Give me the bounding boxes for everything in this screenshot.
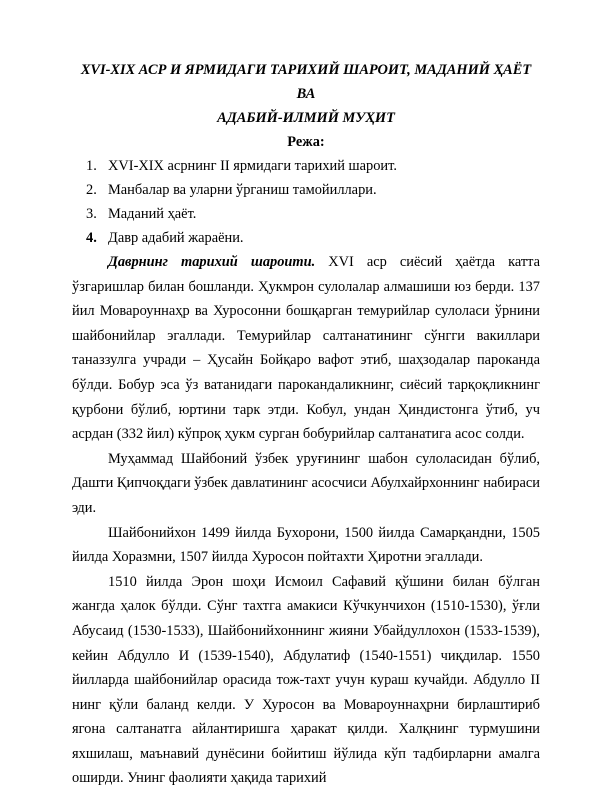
plan-item-text: Маданий ҳаёт.	[108, 206, 197, 222]
plan-item-number: 3.	[86, 206, 97, 222]
paragraph-text: XVI аср сиёсий ҳаётда катта ўзгаришлар билан бошланди. Ҳукмрон сулолалар алмашиши юз берди. 137 йил Мовароуннаҳр ва Хуросонни бошқарган темурийлар сулоласи ўрнини шайбонийлар эгаллади. Темурийлар салтанатининг сўнгги вакиллари таназзулга учради – Ҳусайн Бойқаро вафот этиб, шаҳзодалар пароканда бўлди. Бобур эса ўз ватанидаги парокандаликнинг, сиёсий тарқоқликнинг қурбони бўлиб, юртини тарк этди. Кобул, ундан Ҳиндистонга ўтиб, уч асрдан (332 йил) кўпроқ ҳукм сурган бобурийлар салтанатига асос солди.	[72, 254, 540, 443]
plan-item-number: 4.	[86, 230, 97, 246]
plan-item-number: 2.	[86, 182, 97, 198]
plan-item	[72, 226, 540, 250]
paragraph-text: Шайбонийхон 1499 йилда Бухорони, 1500 йилда Самарқандни, 1505 йилда Хоразмни, 1507 йилда Хуросон пойтахти Ҳиротни эгаллади.	[72, 524, 540, 566]
plan-item-text: Давр адабий жараёни.	[108, 230, 244, 246]
plan-item	[72, 154, 540, 178]
body-paragraph	[72, 447, 540, 521]
body-paragraph	[72, 570, 540, 791]
plan-list	[72, 154, 540, 250]
body-paragraph	[72, 521, 540, 570]
paragraph-text: Муҳаммад Шайбоний ўзбек уруғининг шабон сулоласидан бўлиб, Дашти Қипчоқдаги ўзбек давлатининг асосчиси Абулхайрхоннинг набираси эди.	[72, 450, 540, 516]
body-paragraph	[72, 250, 540, 447]
plan-item-text: XVI-XIX асрнинг II ярмидаги тарихий шароит.	[108, 158, 397, 174]
paragraph-lead: Даврнинг тарихий шароити.	[108, 254, 316, 270]
plan-item	[72, 178, 540, 202]
document-title: XVI-XIX АСР И ЯРМИДАГИ ТАРИХИЙ ШАРОИТ, МАДАНИЙ ҲАЁТ ВА	[80, 62, 532, 102]
plan-item-number: 1.	[86, 158, 97, 174]
document-subtitle: АДАБИЙ-ИЛМИЙ МУҲИТ	[217, 110, 395, 126]
plan-item	[72, 202, 540, 226]
plan-heading: Режа:	[287, 134, 325, 150]
document-page	[72, 58, 540, 791]
paragraph-text: 1510 йилда Эрон шоҳи Исмоил Сафавий қўшини билан бўлган жангда ҳалок бўлди. Сўнг тахтга амакиси Кўчкунчихон (1510-1530), ўғли Абусаид (1530-1533), Шайбонийхоннинг жияни Убайдуллохон (1533-1539), кейин Абдулло И (1539-1540), Абдулатиф (1540-1551) чиқдилар. 1550 йилларда шайбонийлар орасида тож-тахт учун кураш кучайди. Абдулло II нинг қўли баланд келди. У Хуросон ва Мовароуннаҳрни бирлаштириб ягона салтанатга айлантиришга ҳаракат қилди. Халқнинг турмушини яхшилаш, маънавий дунёсини бойитиш йўлида кўп тадбирларни амалга оширди. Унинг фаолияти ҳақида тарихий	[72, 573, 540, 787]
plan-item-text: Манбалар ва уларни ўрганиш тамойиллари.	[108, 182, 377, 198]
